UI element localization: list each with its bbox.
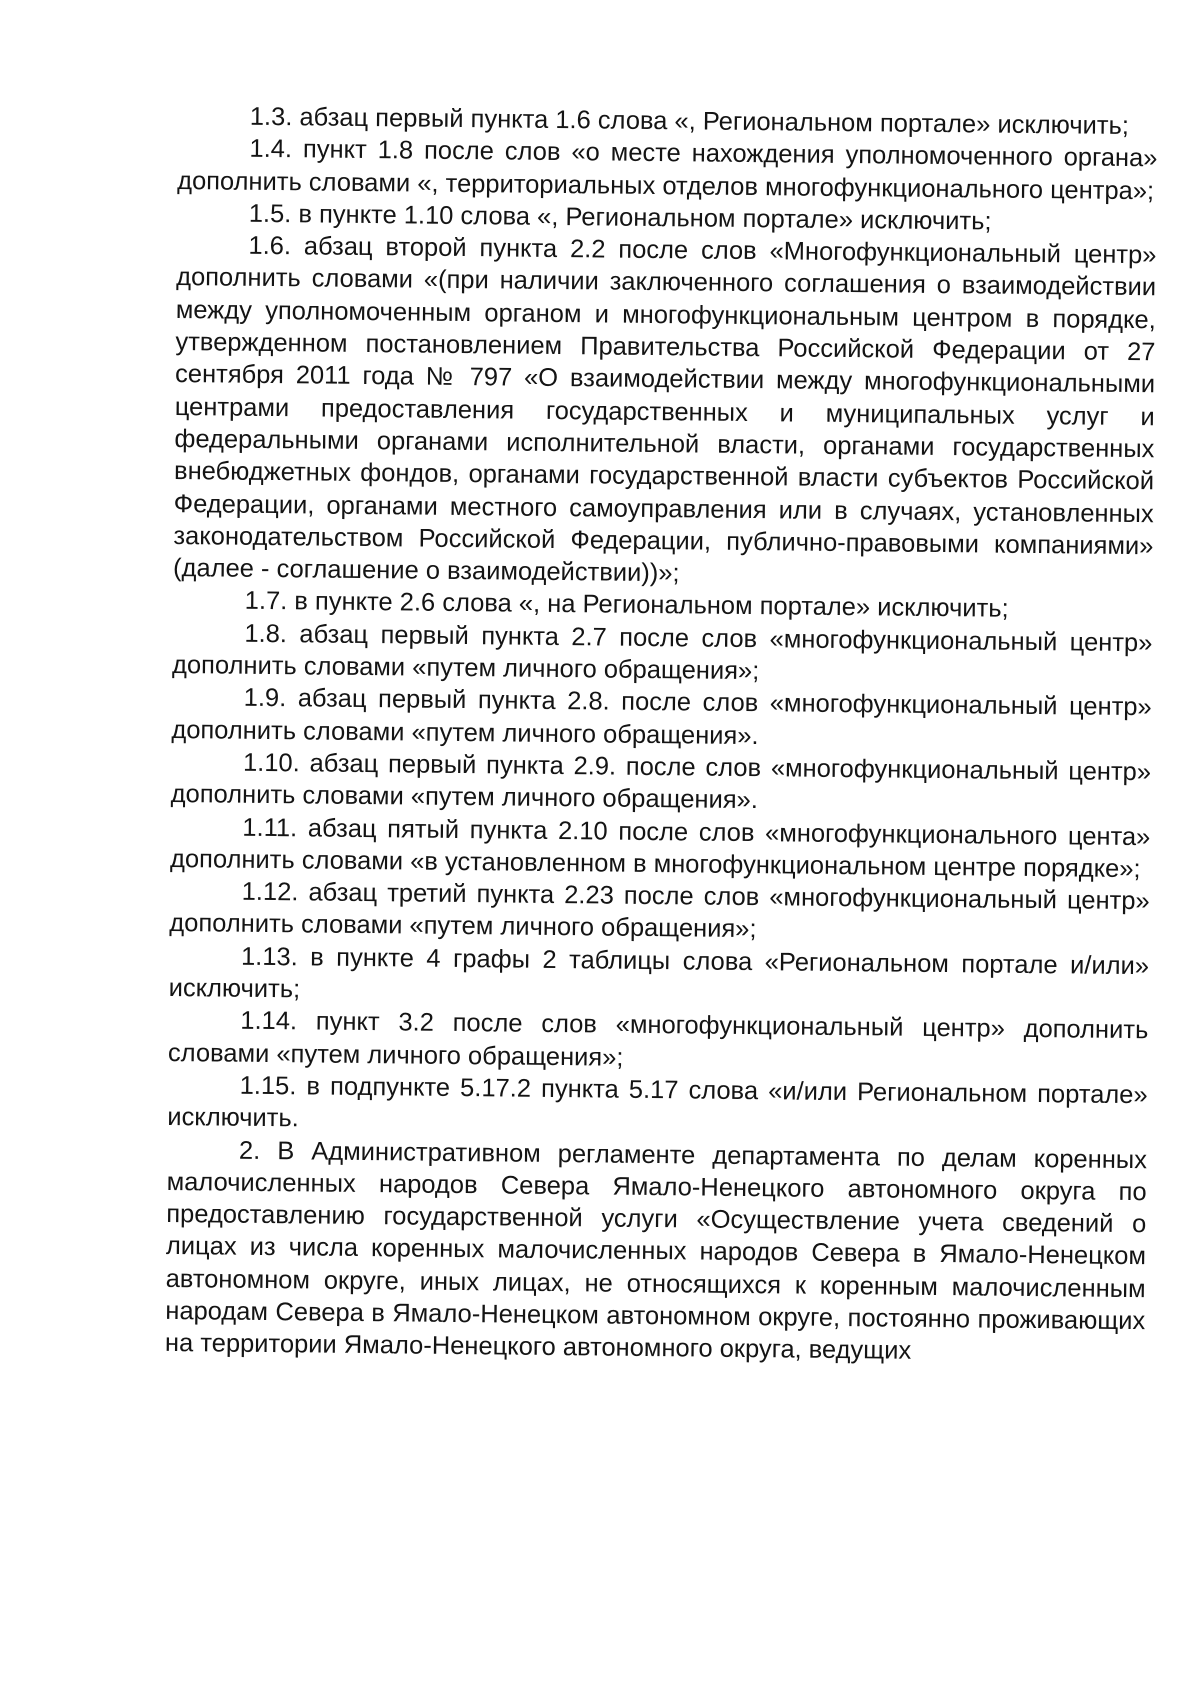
paragraph-1-13: 1.13. в пункте 4 графы 2 таблицы слова «Региональном портале и/или» исключить; xyxy=(168,942,1150,1004)
paragraph-1-15: 1.15. в подпункте 5.17.2 пункта 5.17 слова «и/или Региональном портале» исключить. xyxy=(167,1071,1148,1133)
paragraph-1-3: 1.3. абзац первый пункта 1.6 слова «, Региональном портале» исключить; xyxy=(249,102,1130,140)
paragraph-1-8: 1.8. абзац первый пункта 2.7 после слов «многофункциональный центр» дополнить словами «путем личного обращения»; xyxy=(171,619,1153,686)
paragraph-1-4: 1.4. пункт 1.8 после слов «о месте нахождения уполномоченного органа» дополнить словами «, территориальных отделов многофункционального центра»; xyxy=(177,135,1158,205)
paragraph-1-9: 1.9. абзац первый пункта 2.8. после слов «многофункциональный центр» дополнить словами «путем личного обращения». xyxy=(171,684,1152,750)
paragraph-1-11: 1.11. абзац пятый пункта 2.10 после слов «многофункционального цента» дополнить словами «в установленном в многофункциональном центре порядке»; xyxy=(169,813,1151,883)
paragraph-1-10: 1.10. абзац первый пункта 2.9. после слов «многофункциональный центр» дополнить словами «путем личного обращения». xyxy=(170,748,1152,815)
paragraph-1-12: 1.12. абзац третий пункта 2.23 после слов «многофункциональный центр» дополнить словами «путем личного обращения»; xyxy=(169,877,1150,944)
paragraph-1-14: 1.14. пункт 3.2 после слов «многофункциональный центр» дополнить словами «путем личного обращения»; xyxy=(167,1007,1149,1072)
paragraph-1-5: 1.5. в пункте 1.10 слова «, Региональном портале» исключить; xyxy=(248,199,992,236)
paragraph-1-6: 1.6. абзац второй пункта 2.2 после слов «Многофункциональный центр» дополнить словами «(при наличии заключенного соглашения о взаимодействии между уполномоченным органом и многофункциональным центром в порядке, утвержденном постановлением Правительства Российской Федерации от 27 сентября 2011 года № 797 «О взаимодействии между многофункциональными центрами предоставления государственных и муниципальных услуг и федеральными органами исполнительной власти, органами государственных внебюджетных фондов, органами государственной власти субъектов Российской Федерации, органами местного самоуправления или в случаях, установленных законодательством Российской Федерации, публично-правовыми компаниями» (далее - соглашение о взаимодействии))»; xyxy=(172,231,1157,588)
paragraph-2: 2. В Административном регламенте департамента по делам коренных малочисленных народов Севера Ямало-Ненецкого автономного округа по предоставлению государственной услуги «Осуществление учета сведений о лицах из числа коренных малочисленных народов Севера в Ямало-Ненецком автономном округе, иных лицах, не относящихся к коренным малочисленным народам Севера в Ямало-Ненецком автономном округе, постоянно проживающих на территории Ямало-Ненецкого автономного округа, ведущих xyxy=(164,1136,1148,1366)
document-body xyxy=(165,100,1158,1370)
paragraph-1-7: 1.7. в пункте 2.6 слова «, на Региональном портале» исключить; xyxy=(244,587,1009,624)
